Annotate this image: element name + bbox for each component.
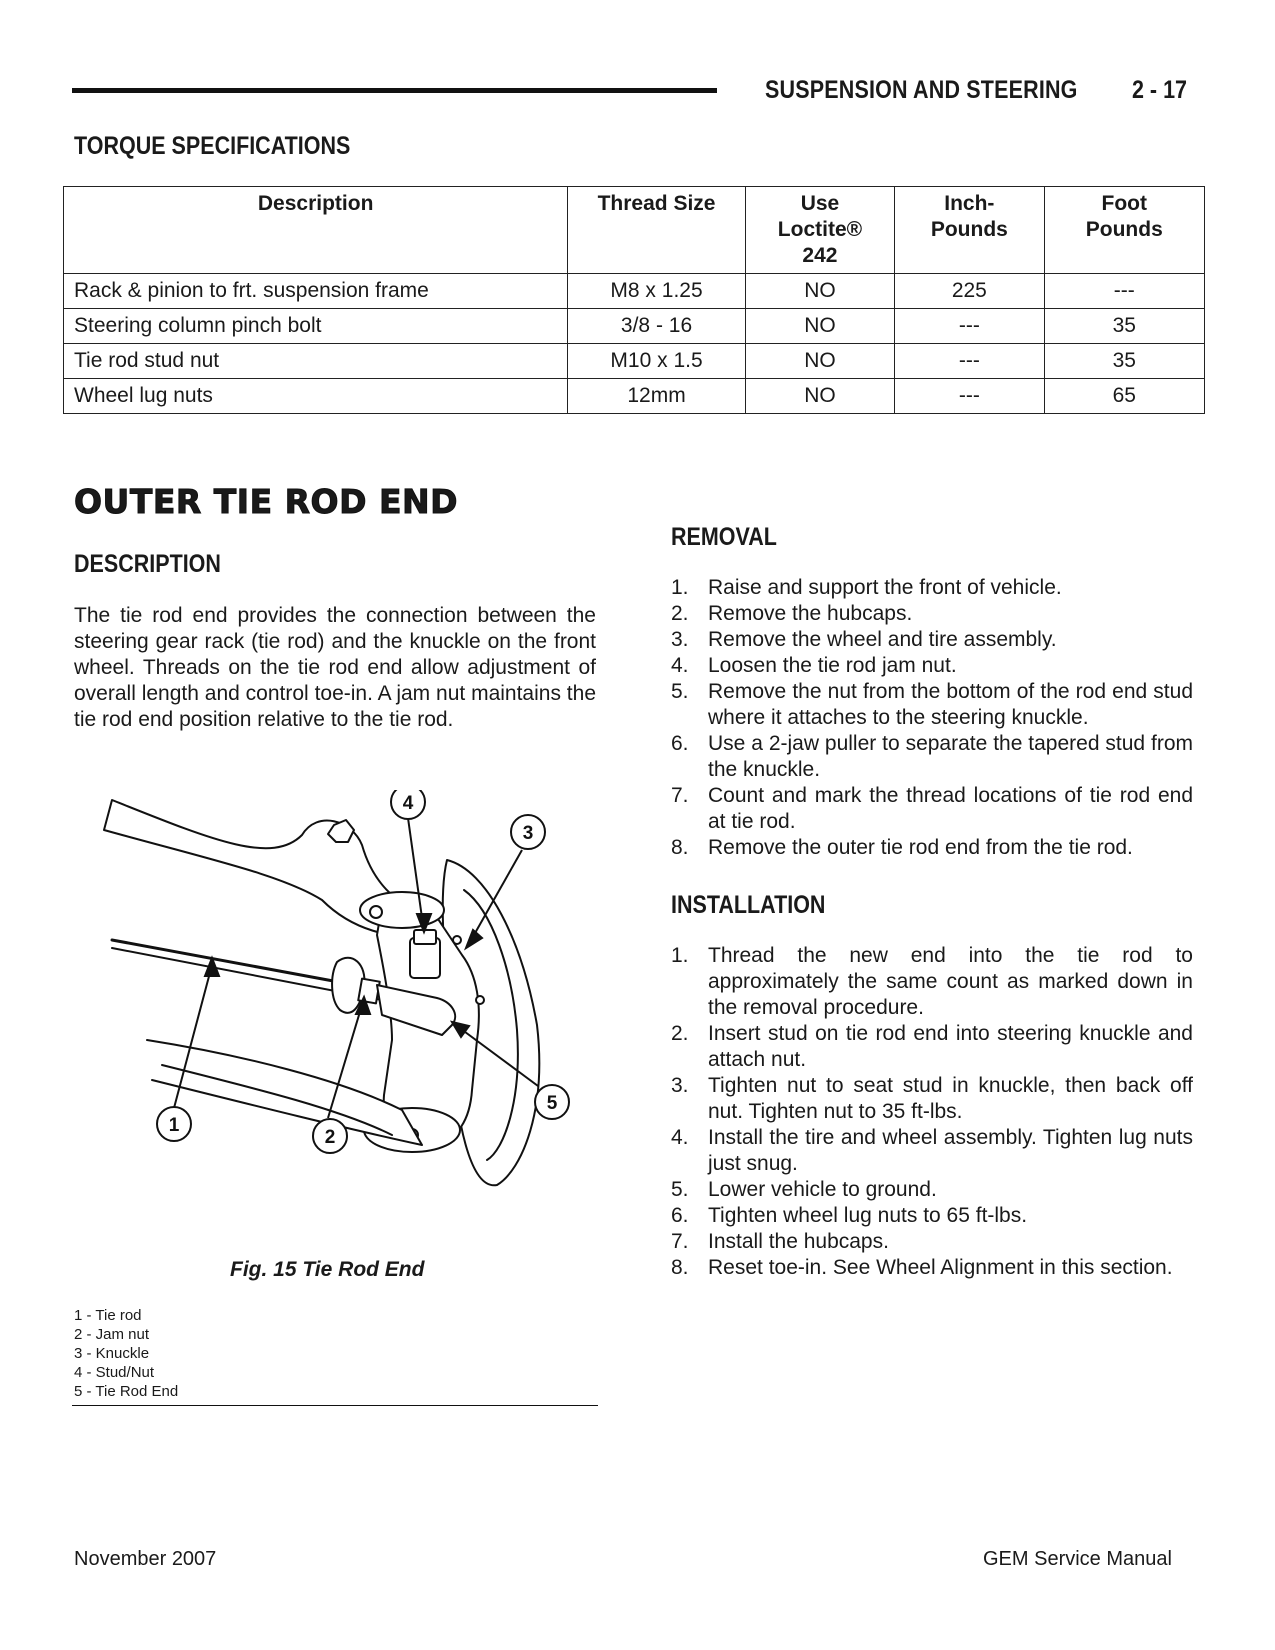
table-cell: --- — [895, 309, 1044, 344]
section-title: OUTER TIE ROD END — [74, 482, 459, 521]
list-item: 8. Remove the outer tie rod end from the tie rod. — [671, 836, 1133, 859]
table-cell: 35 — [1044, 309, 1204, 344]
page-number: 2 - 17 — [1132, 76, 1187, 104]
list-item: 6. Use a 2-jaw puller to separate the tapered stud from the knuckle. — [671, 732, 1193, 781]
list-item: 7. Install the hubcaps. — [671, 1230, 889, 1253]
footer-manual-title: GEM Service Manual — [983, 1548, 1172, 1570]
legend-rule — [72, 1405, 598, 1406]
list-item: 2. Insert stud on tie rod end into steering knuckle and attach nut. — [671, 1022, 1193, 1071]
column-header — [895, 187, 1044, 274]
header-title: SUSPENSION AND STEERING — [765, 76, 1078, 104]
callout-label: 3 — [522, 823, 534, 844]
column-header: Description — [64, 187, 568, 274]
footer-date: November 2007 — [74, 1548, 217, 1570]
removal-steps — [671, 575, 1193, 861]
table-cell: Rack & pinion to frt. suspension frame — [64, 274, 568, 309]
list-item: 5. Remove the nut from the bottom of the rod end stud where it attaches to the steering knuckle. — [671, 680, 1193, 729]
tie-rod-end-illustration — [92, 790, 592, 1250]
removal-heading: REMOVAL — [671, 523, 777, 551]
table-cell: NO — [745, 309, 894, 344]
column-header-label: Foot Pounds — [1085, 192, 1163, 241]
callout-label: 4 — [402, 793, 414, 814]
list-item: 6. Tighten wheel lug nuts to 65 ft-lbs. — [671, 1204, 1028, 1227]
table-cell: 12mm — [568, 379, 745, 414]
table-cell: --- — [1044, 274, 1204, 309]
torque-heading: TORQUE SPECIFICATIONS — [74, 132, 351, 160]
table-cell: M8 x 1.25 — [568, 274, 745, 309]
table-cell: --- — [895, 344, 1044, 379]
list-item: 2. Remove the hubcaps. — [671, 602, 913, 625]
description-text: The tie rod end provides the connection between the steering gear rack (tie rod) and the knuckle on the front wheel. Threads on the tie rod end allow adjustment of overall length and control toe-in. A jam nut maintains the tie rod end position relative to the tie rod. — [74, 604, 596, 731]
list-item: 3. Remove the wheel and tire assembly. — [671, 628, 1057, 651]
header-rule — [72, 88, 717, 93]
legend-item: 2 - Jam nut — [74, 1326, 150, 1343]
column-header — [1044, 187, 1204, 274]
table-cell: Steering column pinch bolt — [64, 309, 568, 344]
column-header-label: Use Loctite® 242 — [777, 192, 863, 267]
legend-item: 1 - Tie rod — [74, 1307, 142, 1324]
jam-nut-shape — [358, 979, 380, 1004]
table-row — [64, 274, 1205, 309]
installation-heading: INSTALLATION — [671, 891, 826, 919]
table-cell: M10 x 1.5 — [568, 344, 745, 379]
table-cell: NO — [745, 379, 894, 414]
description-heading: DESCRIPTION — [74, 550, 221, 578]
callout-label: 2 — [324, 1127, 336, 1148]
list-item: 4. Loosen the tie rod jam nut. — [671, 654, 957, 677]
table-cell: Tie rod stud nut — [64, 344, 568, 379]
list-item: 1. Raise and support the front of vehicle. — [671, 576, 1062, 599]
legend-item: 3 - Knuckle — [74, 1345, 150, 1362]
table-row — [64, 379, 1205, 414]
table-cell: 3/8 - 16 — [568, 309, 745, 344]
list-item: 4. Install the tire and wheel assembly. Tighten lug nuts just snug. — [671, 1126, 1193, 1175]
figure-legend — [74, 1306, 178, 1401]
legend-item: 4 - Stud/Nut — [74, 1364, 155, 1381]
table-cell: NO — [745, 274, 894, 309]
list-item: 7. Count and mark the thread locations of tie rod end at tie rod. — [671, 784, 1193, 833]
table-row — [64, 309, 1205, 344]
table-row — [64, 344, 1205, 379]
torque-table — [63, 186, 1205, 414]
figure-caption: Fig. 15 Tie Rod End — [230, 1258, 425, 1281]
column-header: Thread Size — [568, 187, 745, 274]
list-item: 8. Reset toe-in. See Wheel Alignment in this section. — [671, 1256, 1173, 1279]
list-item: 5. Lower vehicle to ground. — [671, 1178, 937, 1201]
column-header — [745, 187, 894, 274]
table-cell: 35 — [1044, 344, 1204, 379]
installation-steps — [671, 943, 1193, 1281]
knuckle-bolt-shape — [453, 936, 461, 944]
list-item: 1. Thread the new end into the tie rod to approximately the same count as marked down in the removal procedure. — [671, 944, 1193, 1019]
knuckle-bolt-shape — [476, 996, 484, 1004]
table-header-row — [64, 187, 1205, 274]
callout-label: 5 — [546, 1093, 558, 1114]
table-cell: --- — [895, 379, 1044, 414]
column-header-label: Inch-Pounds — [930, 192, 1008, 241]
table-cell: Wheel lug nuts — [64, 379, 568, 414]
list-item: 3. Tighten nut to seat stud in knuckle, then back off nut. Tighten nut to 35 ft-lbs. — [671, 1074, 1193, 1123]
callout-label: 1 — [168, 1115, 180, 1136]
table-cell: 225 — [895, 274, 1044, 309]
table-cell: NO — [745, 344, 894, 379]
table-cell: 65 — [1044, 379, 1204, 414]
legend-item: 5 - Tie Rod End — [74, 1383, 179, 1400]
knuckle-bolt-shape — [370, 906, 382, 918]
